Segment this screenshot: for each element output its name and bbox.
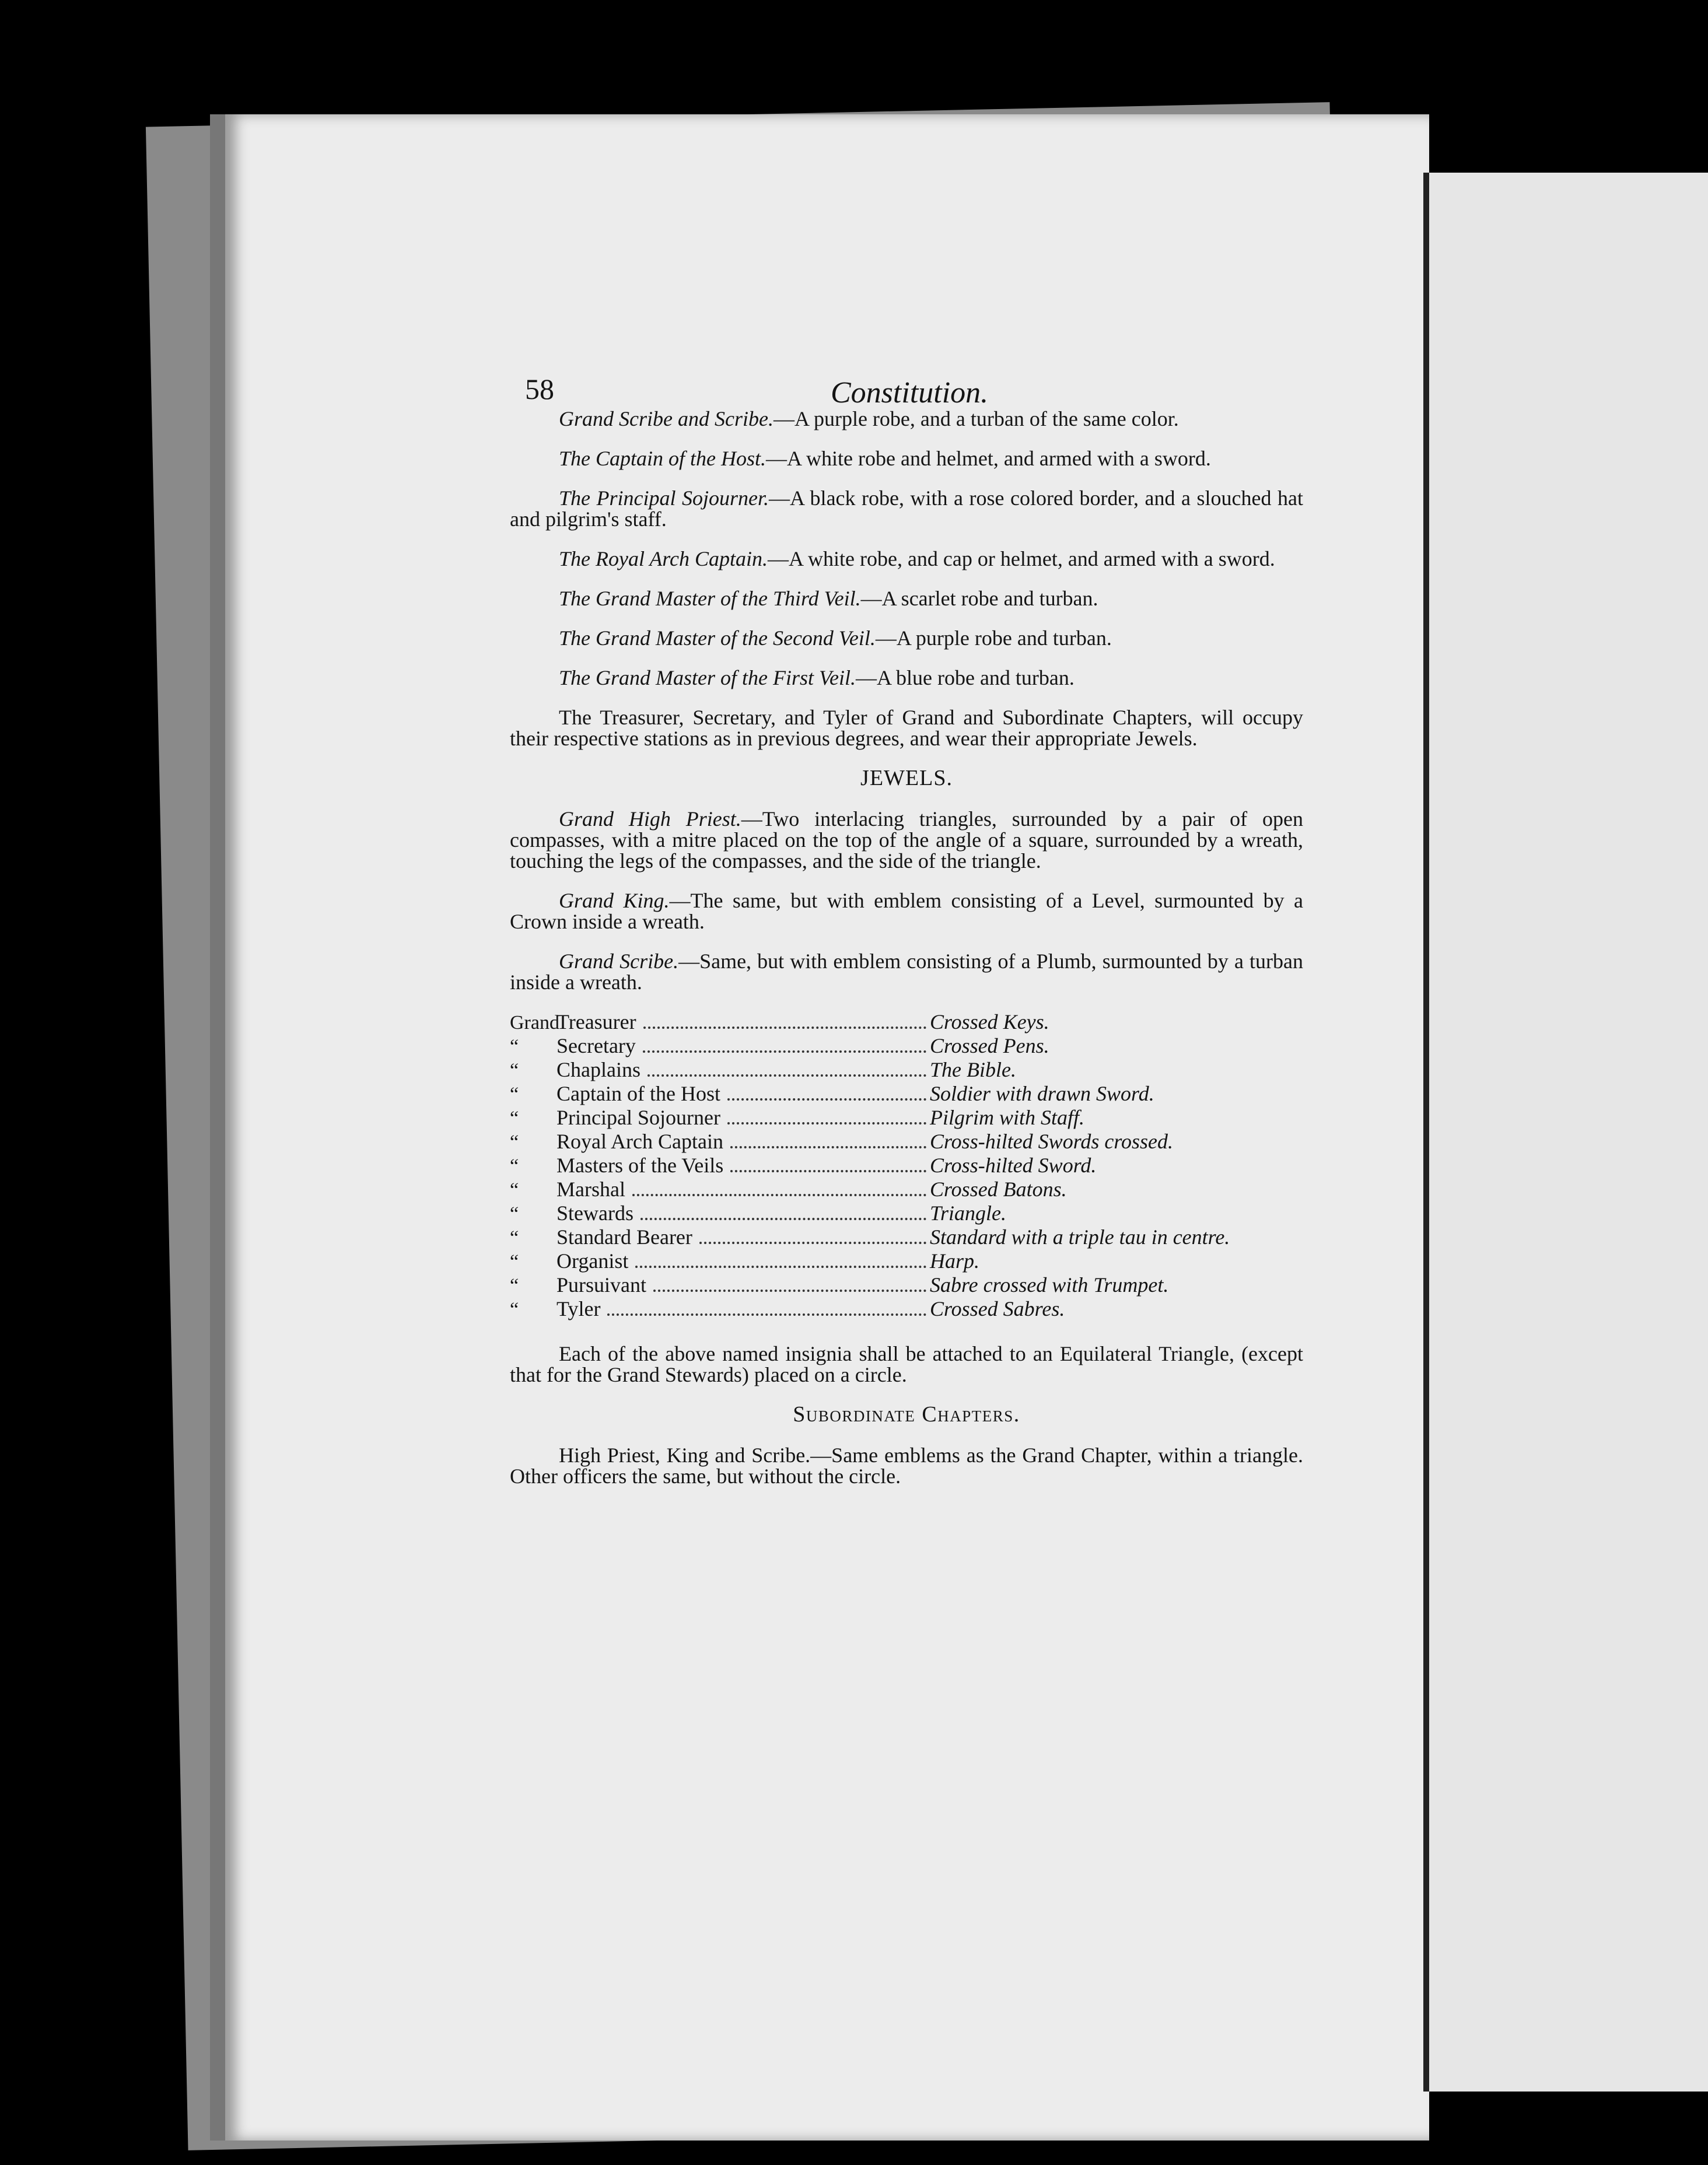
row-prefix: “	[510, 1299, 519, 1320]
jewel-table-row	[510, 1059, 1303, 1083]
jewel-table-row	[510, 1298, 1303, 1322]
dot-leader	[635, 1266, 926, 1268]
officer-name: Chaplains	[556, 1058, 640, 1081]
page-number: 58	[525, 373, 554, 405]
officer-name: Pursuivant	[556, 1273, 647, 1297]
officer-name: Standard Bearer	[556, 1225, 692, 1249]
officer-name: Organist	[556, 1249, 629, 1273]
dot-leader	[727, 1122, 926, 1124]
officer-name: Stewards	[556, 1201, 634, 1225]
emblem-name: Sabre crossed with Trumpet.	[930, 1273, 1169, 1297]
jewel-title: Grand King.	[559, 889, 670, 912]
vestment-text: —A scarlet robe and turban.	[860, 587, 1098, 610]
stations-paragraph: The Treasurer, Secretary, and Tyler of Grand and Subordinate Chapters, will occupy their respective stations as in previous degrees, and wear their appropriate Jewels.	[510, 706, 1303, 750]
officer-name: Tyler	[556, 1297, 601, 1320]
jewels-heading: JEWELS.	[860, 766, 953, 790]
vestments-section	[510, 408, 1303, 749]
officer-name: Treasurer	[556, 1010, 636, 1034]
jewel-text: —The same, but with emblem consisting of a Level, surmounted by a Crown inside a wreath.	[510, 889, 1303, 933]
jewel-table-row	[510, 1035, 1303, 1059]
dot-leader	[730, 1170, 926, 1172]
jewel-table	[510, 1011, 1303, 1322]
dot-leader	[632, 1194, 926, 1196]
row-prefix: “	[510, 1060, 519, 1081]
row-prefix: “	[510, 1251, 519, 1273]
jewel-text: —Two interlacing triangles, surrounded by a pair of open compasses, with a mitre placed on the top of the angle of a square, surrounded by a wreath, touching the legs of the compasses, and the side of the triangle.	[510, 807, 1303, 873]
vestment-paragraph	[510, 628, 1303, 649]
jewel-title: Grand Scribe.	[559, 950, 679, 973]
dot-leader	[730, 1146, 926, 1148]
vestment-title: The Captain of the Host.	[559, 447, 766, 470]
officer-name: Royal Arch Captain	[556, 1130, 723, 1153]
row-prefix: “	[510, 1155, 519, 1177]
emblem-name: Standard with a triple tau in centre.	[930, 1225, 1230, 1249]
subordinate-chapters-heading: Subordinate Chapters.	[793, 1402, 1020, 1427]
dot-leader	[648, 1074, 926, 1077]
row-prefix: “	[510, 1203, 519, 1225]
jewel-table-row	[510, 1203, 1303, 1227]
jewel-table-row	[510, 1107, 1303, 1131]
jewel-table-row	[510, 1011, 1303, 1035]
officer-name: Captain of the Host	[556, 1082, 720, 1105]
facing-page	[1423, 173, 1708, 2092]
jewel-table-row	[510, 1179, 1303, 1203]
jewel-paragraph	[510, 890, 1303, 932]
dot-leader	[699, 1242, 926, 1244]
vestment-title: The Principal Sojourner.	[559, 486, 769, 510]
vestment-text: —A white robe, and cap or helmet, and armed with a sword.	[767, 547, 1275, 570]
officer-name: Principal Sojourner	[556, 1106, 720, 1129]
emblem-name: Crossed Batons.	[930, 1178, 1067, 1201]
dot-leader	[607, 1313, 926, 1316]
row-prefix: “	[510, 1108, 519, 1129]
jewel-text: —Same, but with emblem consisting of a Plumb, surmounted by a turban inside a wreath.	[510, 950, 1303, 994]
jewel-table-row	[510, 1227, 1303, 1250]
vestment-paragraph	[510, 548, 1303, 569]
row-prefix: “	[510, 1036, 519, 1057]
vestment-title: The Grand Master of the Second Veil.	[559, 626, 876, 650]
jewel-table-row	[510, 1131, 1303, 1155]
row-prefix: “	[510, 1179, 519, 1201]
dot-leader	[643, 1027, 926, 1029]
jewels-section	[510, 808, 1303, 993]
dot-leader	[643, 1050, 926, 1053]
insignia-paragraph: Each of the above named insignia shall be attached to an Equilateral Triangle, (except that for the Grand Stewards) placed on a circle.	[510, 1342, 1303, 1386]
vestment-paragraph	[510, 448, 1303, 469]
vestment-text: —A purple robe, and a turban of the same color.	[773, 407, 1179, 430]
row-prefix: “	[510, 1084, 519, 1105]
emblem-name: Soldier with drawn Sword.	[930, 1082, 1154, 1105]
dot-leader	[653, 1290, 926, 1292]
jewel-table-row	[510, 1083, 1303, 1107]
jewel-title: Grand High Priest.	[559, 807, 741, 831]
running-head: Constitution.	[831, 376, 989, 409]
vestment-title: The Grand Master of the Third Veil.	[559, 587, 861, 610]
dot-leader	[640, 1218, 926, 1220]
row-prefix: Grand	[510, 1012, 559, 1034]
subordinate-paragraph: High Priest, King and Scribe.—Same emblems as the Grand Chapter, within a triangle. Other officers the same, but without the circle.	[510, 1444, 1303, 1488]
vestment-paragraph	[510, 408, 1303, 429]
vestment-paragraph	[510, 588, 1303, 609]
vestment-text: —A blue robe and turban.	[855, 666, 1074, 689]
emblem-name: Crossed Keys.	[930, 1010, 1049, 1034]
vestment-text: —A purple robe and turban.	[875, 626, 1112, 650]
emblem-name: Crossed Pens.	[930, 1034, 1049, 1057]
jewel-paragraph	[510, 951, 1303, 993]
page-header	[510, 362, 1303, 408]
emblem-name: Triangle.	[930, 1201, 1007, 1225]
vestment-paragraph	[510, 667, 1303, 688]
emblem-name: Crossed Sabres.	[930, 1297, 1065, 1320]
emblem-name: Pilgrim with Staff.	[930, 1106, 1085, 1129]
emblem-name: Cross-hilted Sword.	[930, 1154, 1097, 1177]
vestment-title: The Royal Arch Captain.	[559, 547, 768, 570]
row-prefix: “	[510, 1275, 519, 1297]
officer-name: Secretary	[556, 1034, 636, 1057]
emblem-name: The Bible.	[930, 1058, 1016, 1081]
vestment-paragraph	[510, 488, 1303, 530]
page-text	[510, 362, 1303, 1505]
jewel-table-row	[510, 1250, 1303, 1274]
row-prefix: “	[510, 1131, 519, 1153]
vestment-title: Grand Scribe and Scribe.	[559, 407, 774, 430]
emblem-name: Harp.	[930, 1249, 980, 1273]
vestment-text: —A black robe, with a rose colored border, and a slouched hat and pilgrim's staff.	[510, 486, 1303, 531]
row-prefix: “	[510, 1227, 519, 1249]
jewel-table-row	[510, 1274, 1303, 1298]
vestment-title: The Grand Master of the First Veil.	[559, 666, 856, 689]
vestment-text: —A white robe and helmet, and armed with a sword.	[766, 447, 1211, 470]
dot-leader	[727, 1098, 926, 1101]
jewel-paragraph	[510, 808, 1303, 871]
jewel-table-row	[510, 1155, 1303, 1179]
officer-name: Marshal	[556, 1178, 625, 1201]
officer-name: Masters of the Veils	[556, 1154, 724, 1177]
emblem-name: Cross-hilted Swords crossed.	[930, 1130, 1174, 1153]
